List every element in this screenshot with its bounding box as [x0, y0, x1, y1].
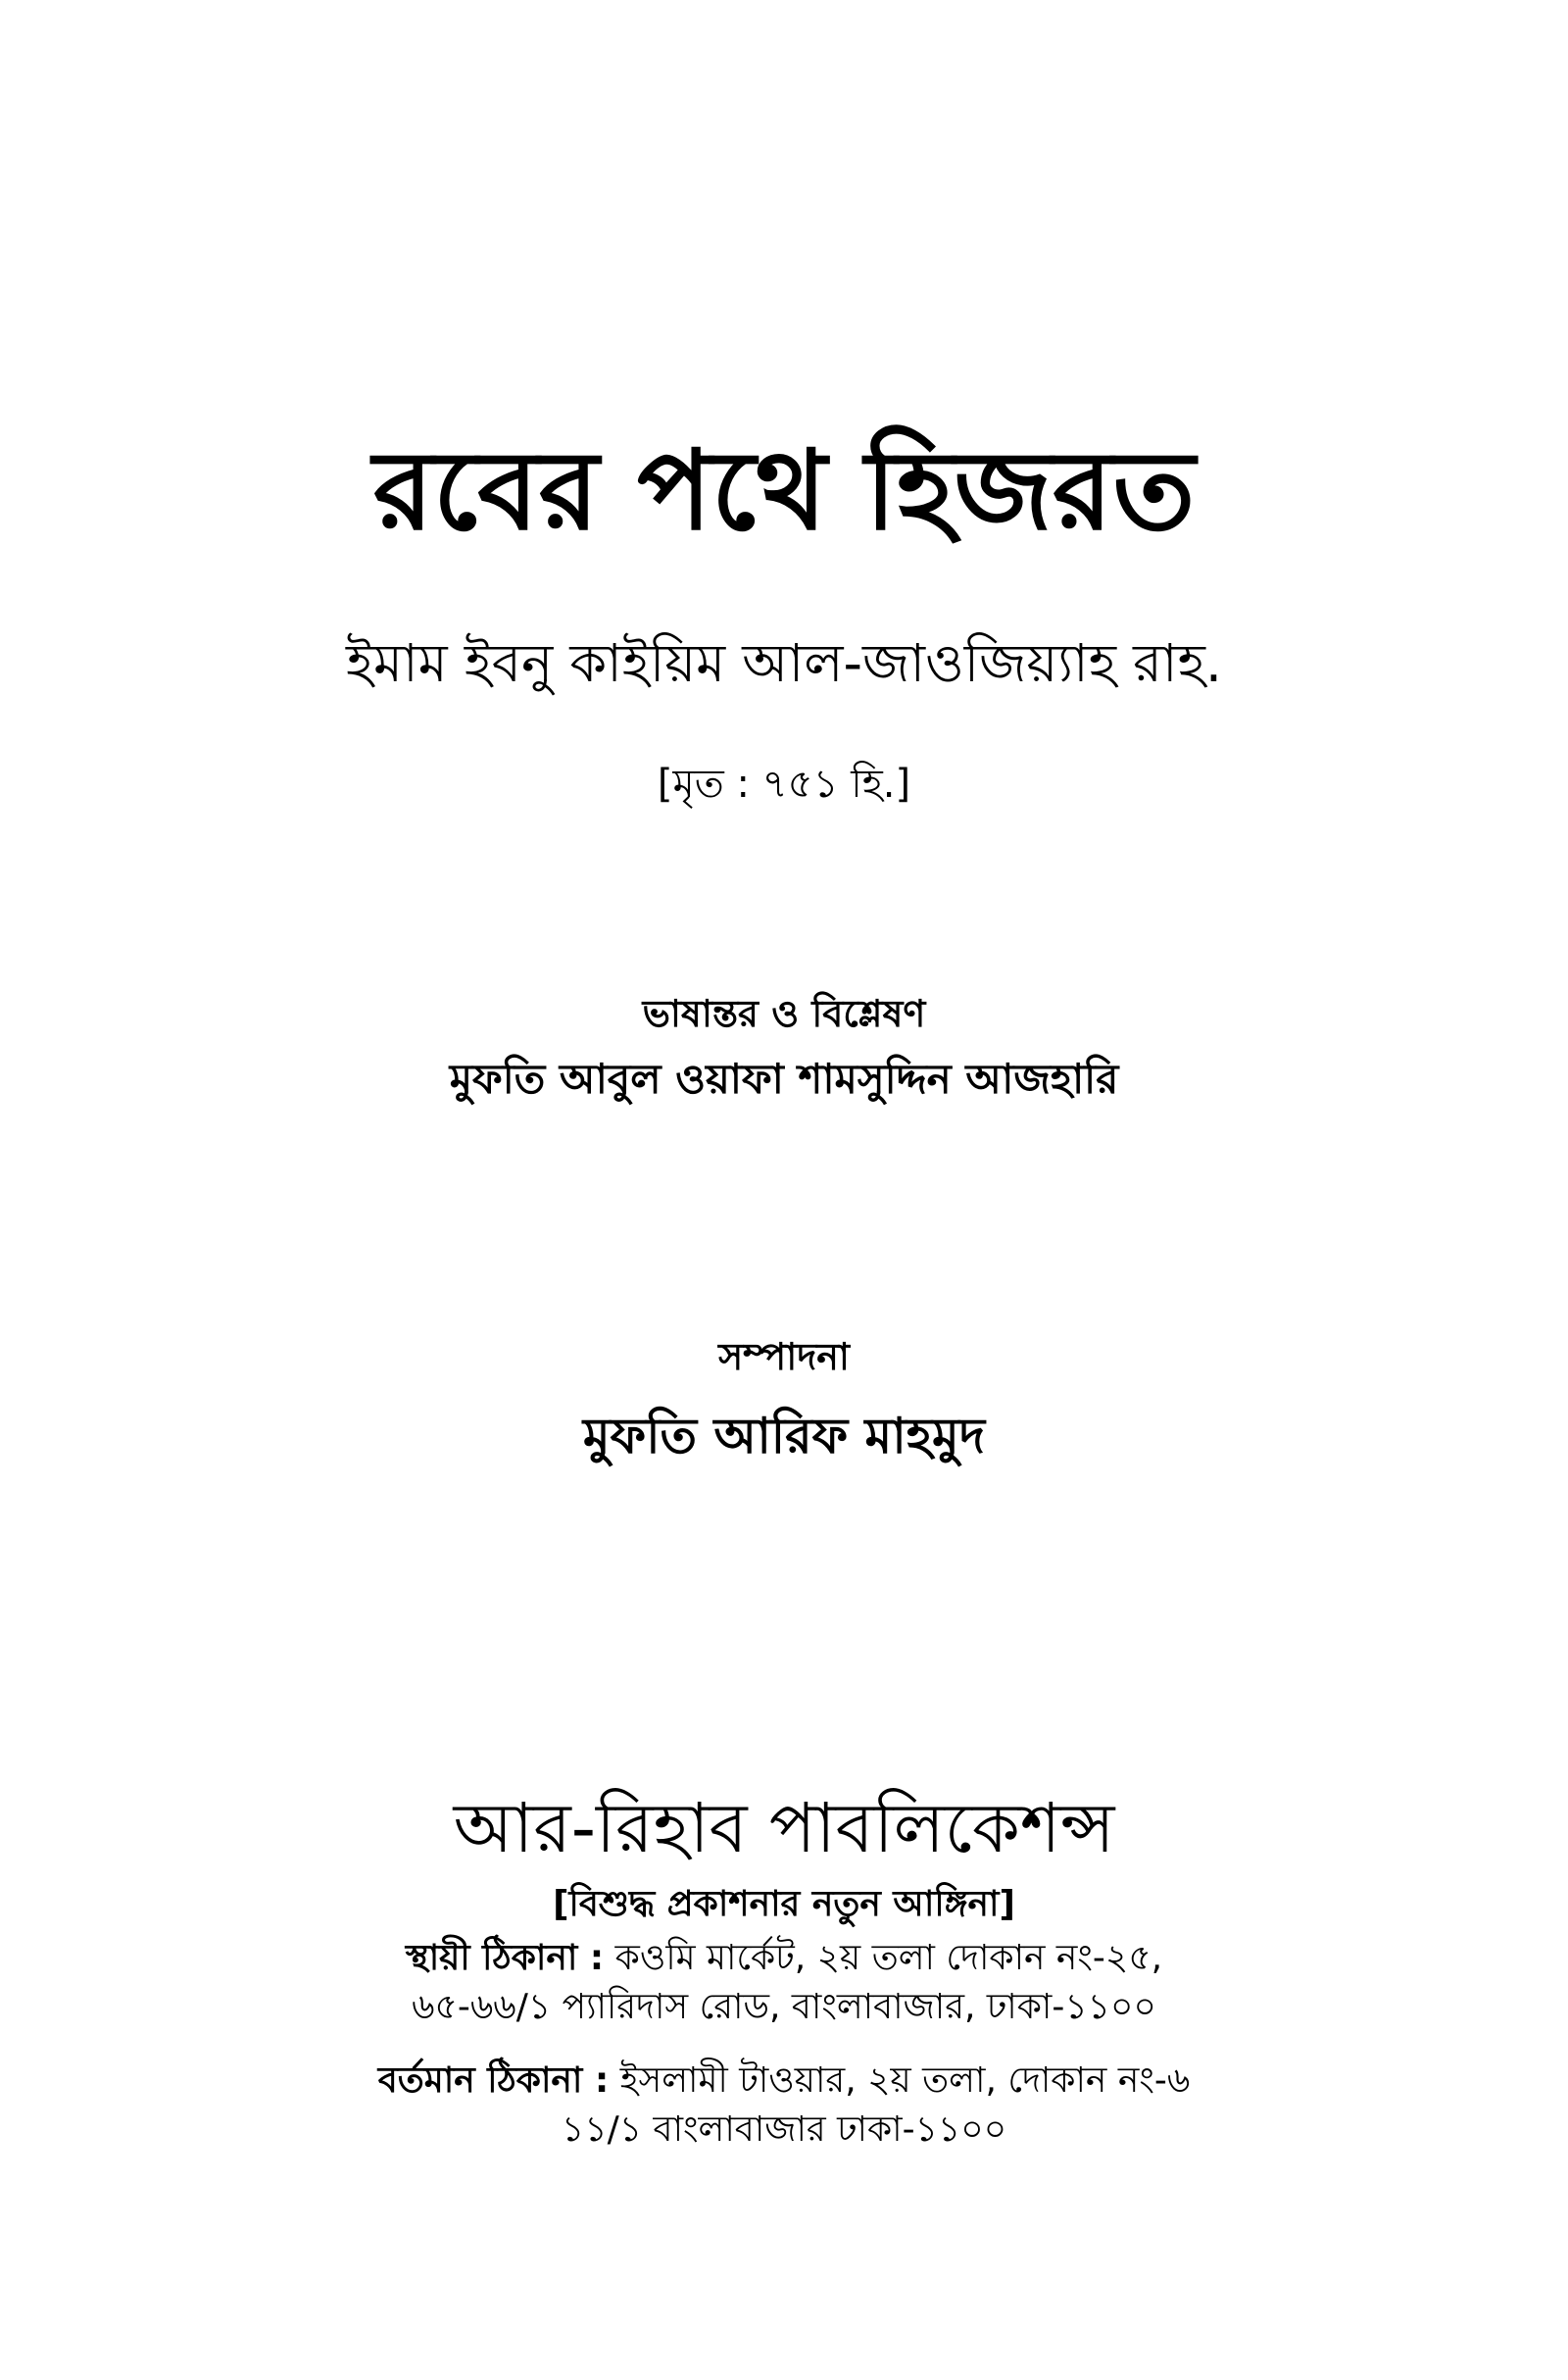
editor-name: মুফতি আরিফ মাহমুদ	[582, 1408, 986, 1464]
translator-name: মুফতি আবুল ওয়াফা শামসুদ্দিন আজহারি	[449, 1055, 1119, 1103]
publisher-tagline: [বিশুদ্ধ প্রকাশনার নতুন আঙ্গিনা]	[553, 1884, 1015, 1924]
permanent-address-text: কওমি মার্কেট, ২য় তলা দোকান নং-২৫,	[604, 1938, 1163, 1978]
editing-label: সম্পাদনা	[718, 1335, 850, 1378]
translation-label: ভাষান্তর ও বিশ্লেষণ	[642, 992, 926, 1035]
current-address-line-2: ১১/১ বাংলাবাজার ঢাকা-১১০০	[561, 2109, 1007, 2150]
permanent-address-line-1	[0, 1938, 1568, 1978]
current-address-text: ইসলামী টাওয়ার, ২য় তলা, দোকান নং-৬	[609, 2060, 1191, 2101]
author-death-year: [মৃত : ৭৫১ হি.]	[657, 762, 911, 807]
permanent-address-label: স্থায়ী ঠিকানা :	[405, 1938, 605, 1978]
publisher-name: আর-রিহাব পাবলিকেশন্স	[453, 1788, 1115, 1868]
current-address-line-1	[0, 2060, 1568, 2101]
book-title: রবের পথে হিজরত	[372, 427, 1196, 555]
current-address-label: বর্তমান ঠিকানা :	[377, 2060, 610, 2101]
permanent-address-line-2: ৬৫-৬৬/১ প্যারিদাস রোড, বাংলাবাজার, ঢাকা-১১০০	[412, 1987, 1156, 2027]
author-name: ইমাম ইবনু কাইয়িম আল-জাওজিয়্যাহ রাহ.	[345, 632, 1223, 694]
